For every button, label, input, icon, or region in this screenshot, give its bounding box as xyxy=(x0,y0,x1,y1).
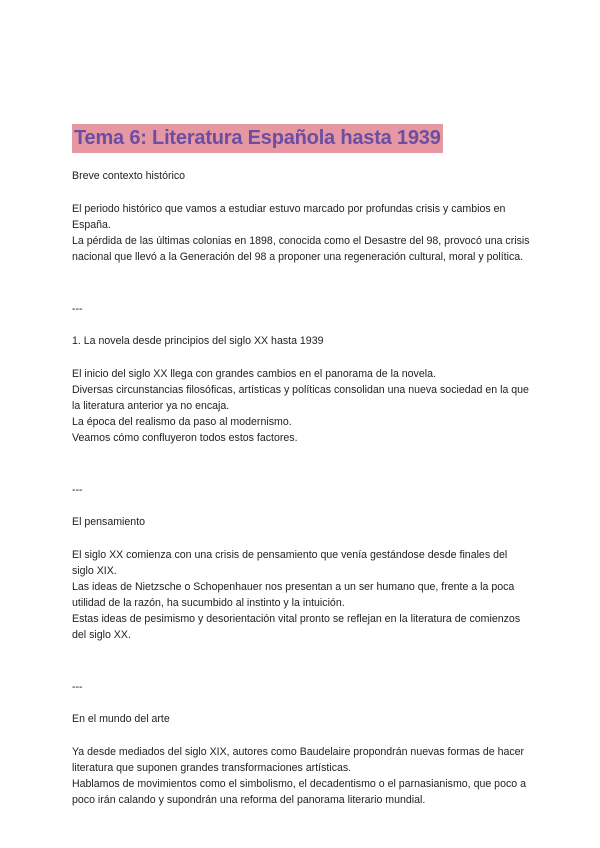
section-heading-pensamiento: El pensamiento xyxy=(72,516,146,528)
paragraph: Las ideas de Nietzsche o Schopenhauer nos presentan a un ser humano que, frente a la poca utilidad de la razón, ha sucumbido al instinto y la intuición. xyxy=(72,581,515,609)
paragraph: Veamos cómo confluyeron todos estos factores. xyxy=(72,432,298,444)
section-heading-novela: 1. La novela desde principios del siglo XX hasta 1939 xyxy=(72,335,324,347)
paragraph: La pérdida de las últimas colonias en 1898, conocida como el Desastre del 98, provocó una crisis nacional que llevó a la Generación del 98 a proponer una regeneración cultural, moral y política. xyxy=(72,235,530,263)
paragraph: El periodo histórico que vamos a estudiar estuvo marcado por profundas crisis y cambios en España. xyxy=(72,203,506,231)
separator: --- xyxy=(72,303,83,315)
paragraph: El inicio del siglo XX llega con grandes cambios en el panorama de la novela. xyxy=(72,368,436,380)
section-body-arte xyxy=(72,744,530,808)
document-title: Tema 6: Literatura Española hasta 1939 xyxy=(72,124,443,153)
paragraph: El siglo XX comienza con una crisis de pensamiento que venía gestándose desde finales del siglo XIX. xyxy=(72,549,508,577)
paragraph: Diversas circunstancias filosóficas, artísticas y políticas consolidan una nueva sociedad en la que la literatura anterior ya no encaja. xyxy=(72,384,529,412)
section-body-context xyxy=(72,201,530,265)
paragraph: Hablamos de movimientos como el simbolismo, el decadentismo o el parnasianismo, que poco a poco irán calando y supondrán una reforma del panorama literario mundial. xyxy=(72,778,526,806)
section-body-novela xyxy=(72,366,530,446)
section-body-pensamiento xyxy=(72,547,530,643)
separator: --- xyxy=(72,681,83,693)
paragraph: Estas ideas de pesimismo y desorientación vital pronto se reflejan en la literatura de comienzos del siglo XX. xyxy=(72,613,521,641)
section-heading-arte: En el mundo del arte xyxy=(72,713,170,725)
separator: --- xyxy=(72,484,83,496)
paragraph: La época del realismo da paso al modernismo. xyxy=(72,416,292,428)
section-heading-context: Breve contexto histórico xyxy=(72,170,186,182)
document-content xyxy=(72,124,530,808)
paragraph: Ya desde mediados del siglo XIX, autores como Baudelaire propondrán nuevas formas de hacer literatura que suponen grandes transformaciones artísticas. xyxy=(72,746,525,774)
